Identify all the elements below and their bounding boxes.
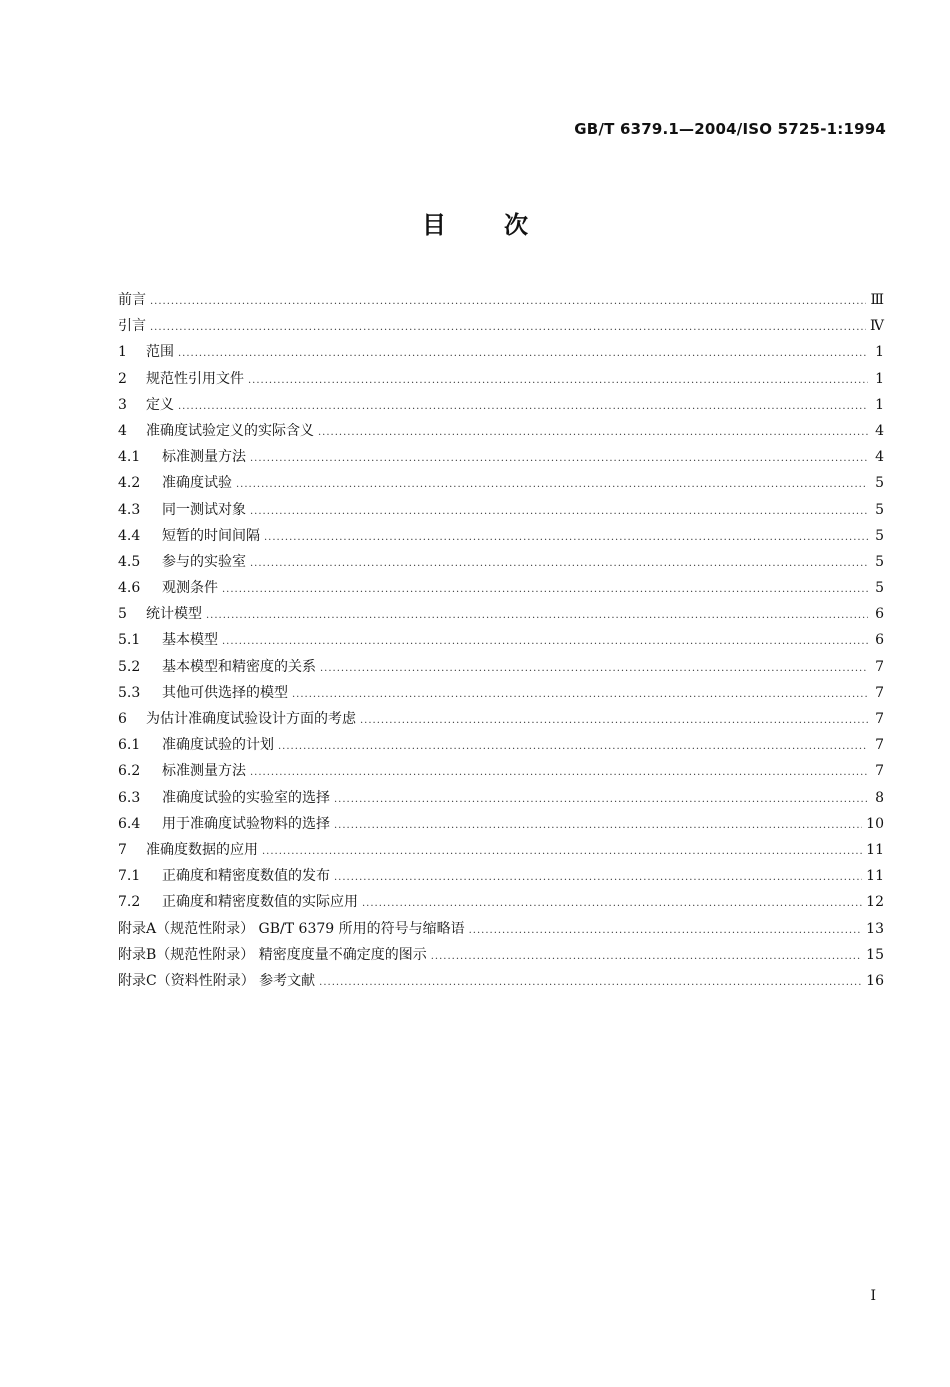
toc-entry-label: 正确度和精密度数值的实际应用 (162, 894, 358, 911)
toc-entry-page: Ⅳ (870, 318, 884, 335)
toc-entry-label: 附录B（规范性附录） 精密度度量不确定度的图示 (118, 946, 427, 963)
toc-entry[interactable] (118, 837, 884, 863)
toc-entry-label: 短暂的时间间隔 (162, 527, 260, 544)
page-number: I (870, 1288, 876, 1304)
toc-entry-number: 4.1 (118, 449, 141, 466)
toc-entry-label: 基本模型 (162, 632, 218, 649)
toc-entry-label: 同一测试对象 (162, 501, 246, 518)
toc-entry-label: 引言 (118, 318, 146, 335)
toc-entry[interactable] (118, 523, 884, 549)
toc-entry-number: 4.2 (118, 475, 141, 492)
toc-entry-number: 2 (118, 370, 127, 387)
toc-entry-number: 4.5 (118, 553, 141, 570)
toc-entry-page: 1 (875, 396, 884, 413)
toc-entry-page: 12 (866, 894, 884, 911)
toc-entry-number: 5.2 (118, 658, 141, 675)
toc-dot-leader (178, 341, 868, 367)
toc-title-char-1: 目 (422, 211, 446, 239)
toc-entry-page: 1 (875, 370, 884, 387)
toc-entry-number: 4.6 (118, 580, 141, 597)
toc-entry-label: 附录A（规范性附录） GB/T 6379 所用的符号与缩略语 (118, 920, 465, 937)
toc-entry[interactable] (118, 706, 884, 732)
toc-entry-page: 6 (875, 632, 884, 649)
toc-entry-number: 6.3 (118, 789, 141, 806)
toc-entry[interactable] (118, 889, 884, 915)
toc-entry-page: 7 (875, 763, 884, 780)
toc-entry-page: 4 (875, 422, 884, 439)
toc-dot-leader (248, 368, 868, 394)
toc-dot-leader (278, 734, 868, 760)
toc-entry[interactable] (118, 287, 884, 313)
toc-entry-page: Ⅲ (870, 292, 884, 308)
toc-dot-leader (250, 551, 868, 577)
toc-dot-leader (360, 708, 868, 734)
toc-entry-page: 15 (866, 946, 884, 963)
toc-entry-page: 7 (875, 711, 884, 727)
toc-entry-page: 11 (866, 841, 884, 858)
toc-entry-page: 1 (875, 344, 884, 361)
toc-entry-page: 5 (875, 501, 884, 518)
toc-entry-page: 11 (866, 868, 884, 885)
toc-entry[interactable] (118, 758, 884, 784)
toc-entry-number: 4 (118, 422, 127, 439)
toc-entry-page: 7 (875, 737, 884, 754)
toc-dot-leader (469, 918, 863, 944)
toc-entry[interactable] (118, 497, 884, 523)
toc-entry[interactable] (118, 627, 884, 653)
toc-entry-number: 6 (118, 711, 127, 727)
table-of-contents (118, 287, 884, 994)
toc-entry-number: 7.1 (118, 868, 141, 885)
toc-entry-label: 准确度试验的计划 (162, 737, 274, 754)
toc-entry-number: 6.2 (118, 763, 141, 780)
toc-entry[interactable] (118, 811, 884, 837)
toc-entry-label: 标准测量方法 (162, 763, 246, 780)
toc-entry-page: 13 (866, 920, 884, 937)
toc-entry-label: 范围 (146, 344, 174, 361)
toc-entry-number: 7 (118, 841, 127, 858)
toc-entry-label: 正确度和精密度数值的发布 (162, 868, 330, 885)
toc-entry[interactable] (118, 916, 884, 942)
toc-entry-page: 5 (875, 553, 884, 570)
toc-title-char-2: 次 (504, 211, 528, 239)
toc-entry[interactable] (118, 575, 884, 601)
toc-entry-page: 5 (875, 580, 884, 597)
toc-entry-label: 准确度数据的应用 (146, 841, 258, 858)
toc-entry-label: 准确度试验定义的实际含义 (146, 422, 314, 439)
toc-entry[interactable] (118, 785, 884, 811)
toc-entry[interactable] (118, 654, 884, 680)
toc-entry-label: 准确度试验的实验室的选择 (162, 789, 330, 806)
toc-entry[interactable] (118, 444, 884, 470)
toc-entry-number: 5.1 (118, 632, 141, 649)
toc-entry-page: 10 (866, 815, 884, 832)
toc-dot-leader (178, 394, 868, 420)
toc-entry[interactable] (118, 549, 884, 575)
toc-dot-leader (318, 420, 868, 446)
toc-dot-leader (264, 525, 868, 551)
toc-entry[interactable] (118, 863, 884, 889)
toc-dot-leader (292, 682, 868, 708)
toc-entry-page: 7 (875, 658, 884, 675)
toc-entry-number: 4.4 (118, 527, 141, 544)
toc-dot-leader (250, 446, 868, 472)
toc-dot-leader (236, 472, 868, 498)
toc-entry[interactable] (118, 418, 884, 444)
toc-entry[interactable] (118, 732, 884, 758)
toc-entry-page: 5 (875, 475, 884, 492)
toc-dot-leader (150, 289, 866, 315)
toc-dot-leader (320, 656, 868, 682)
toc-dot-leader (250, 760, 868, 786)
toc-entry-label: 附录C（资料性附录） 参考文献 (118, 972, 316, 989)
toc-entry-label: 为估计准确度试验设计方面的考虑 (146, 711, 356, 727)
toc-dot-leader (222, 629, 868, 655)
toc-entry[interactable] (118, 339, 884, 365)
toc-entry-number: 6.4 (118, 815, 141, 832)
toc-entry-number: 5 (118, 606, 127, 623)
toc-dot-leader (362, 891, 862, 917)
toc-entry-label: 准确度试验 (162, 475, 232, 492)
toc-dot-leader (262, 839, 862, 865)
toc-entry-label: 其他可供选择的模型 (162, 684, 288, 701)
toc-entry-label: 参与的实验室 (162, 553, 246, 570)
toc-entry[interactable] (118, 601, 884, 627)
toc-entry[interactable] (118, 366, 884, 392)
toc-dot-leader (206, 603, 868, 629)
toc-dot-leader (150, 315, 866, 341)
toc-entry-label: 统计模型 (146, 606, 202, 623)
toc-entry-number: 7.2 (118, 894, 141, 911)
toc-entry-label: 定义 (146, 396, 174, 413)
standard-code-header: GB/T 6379.1—2004/ISO 5725-1:1994 (574, 120, 886, 138)
toc-entry[interactable] (118, 470, 884, 496)
toc-dot-leader (319, 970, 862, 996)
toc-entry-page: 6 (875, 606, 884, 623)
toc-entry-label: 用于准确度试验物料的选择 (162, 815, 330, 832)
toc-dot-leader (431, 944, 862, 970)
toc-dot-leader (222, 577, 868, 603)
toc-entry-label: 标准测量方法 (162, 449, 246, 466)
toc-entry-page: 8 (875, 789, 884, 806)
toc-entry-label: 基本模型和精密度的关系 (162, 658, 316, 675)
toc-entry-page: 4 (875, 449, 884, 466)
toc-entry[interactable] (118, 313, 884, 339)
toc-entry-number: 4.3 (118, 501, 141, 518)
toc-dot-leader (250, 499, 868, 525)
toc-entry[interactable] (118, 942, 884, 968)
toc-entry-number: 3 (118, 396, 127, 413)
toc-entry-page: 5 (875, 527, 884, 544)
toc-entry-page: 16 (866, 972, 884, 989)
toc-entry[interactable] (118, 968, 884, 994)
toc-entry-label: 观测条件 (162, 580, 218, 597)
toc-title (0, 205, 950, 240)
toc-entry-label: 前言 (118, 292, 146, 308)
toc-entry-number: 1 (118, 344, 127, 361)
toc-entry[interactable] (118, 392, 884, 418)
toc-dot-leader (334, 865, 862, 891)
toc-dot-leader (334, 813, 862, 839)
toc-entry-page: 7 (875, 684, 884, 701)
toc-entry-label: 规范性引用文件 (146, 370, 244, 387)
toc-entry-number: 5.3 (118, 684, 141, 701)
toc-dot-leader (334, 787, 868, 813)
toc-entry-number: 6.1 (118, 737, 141, 754)
toc-entry[interactable] (118, 680, 884, 706)
